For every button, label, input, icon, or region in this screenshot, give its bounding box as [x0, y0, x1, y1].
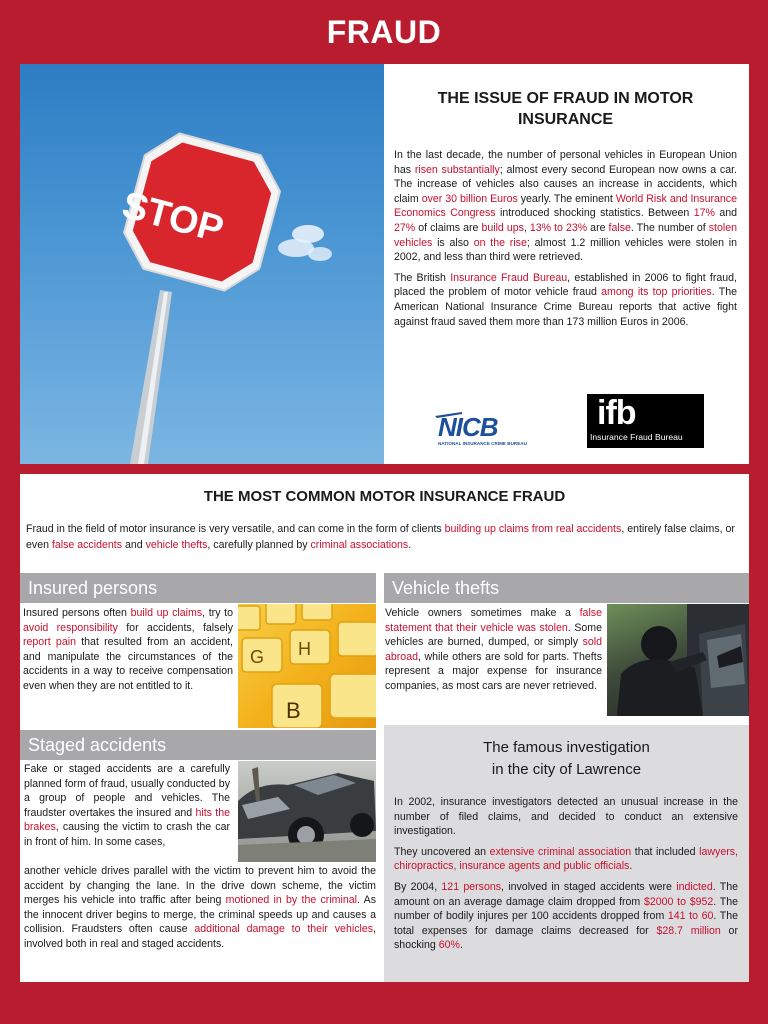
page-title: FRAUD	[326, 14, 442, 50]
issue-heading: THE ISSUE OF FRAUD IN MOTOR INSURANCE	[437, 90, 694, 128]
highlight-text: $28.7 million	[656, 924, 721, 937]
highlight-text: risen substantially	[414, 163, 500, 176]
highlight-text: 60%	[438, 939, 460, 952]
staged-accidents-text-top: Fake or staged accidents are a carefully planned form of fraud, usually conducted by a group of people and vehicles. The fraudster overtakes the insured and hits the brakes, causing the victim to crash the car in front of him. In some cases,	[24, 763, 230, 848]
investigation-heading-line-2: in the city of Lawrence	[491, 761, 642, 778]
vehicle-thefts-heading: Vehicle thefts	[384, 573, 749, 603]
insured-persons-heading: Insured persons	[20, 573, 376, 603]
highlight-text: over 30 billion Euros	[421, 192, 518, 205]
highlight-text: vehicle thefts	[145, 539, 208, 551]
highlight-text: stolen vehicles	[394, 221, 738, 249]
ifb-mark: ifb	[597, 394, 636, 432]
stop-sign-text: STOP	[117, 184, 228, 252]
highlight-text: extensive criminal association	[489, 845, 632, 858]
highlight-text: lawyers, chiropractics, insurance agents and public officials	[394, 845, 738, 873]
highlight-text: criminal associations	[310, 539, 409, 551]
logos-row	[384, 394, 749, 454]
highlight-text: avoid responsibility	[23, 621, 118, 634]
highlight-text: false statement that their vehicle was stolen	[385, 607, 602, 634]
highlight-text: on the rise	[473, 236, 527, 249]
highlight-text: building up claims from real accidents	[444, 523, 622, 535]
highlight-text: 27%	[394, 221, 416, 234]
investigation-heading	[384, 737, 749, 781]
investigation-paragraph-3: By 2004, 121 persons, involved in staged accidents were indicted. The amount on an average damage claim dropped from $2000 to $952. The number of bodily injures per 100 accidents dropped from 141 to 60. The total expenses for damage claims decreased for $28.7 million or shocking 60%.	[394, 880, 739, 952]
keyboard-photo	[238, 604, 376, 728]
investigation-heading-line-1: The famous investigation	[483, 739, 650, 756]
highlight-text: among its top priorities	[601, 286, 712, 299]
staged-accidents-heading: Staged accidents	[20, 730, 376, 760]
investigation-paragraph-2: They uncovered an extensive criminal association that included lawyers, chiropractics, insurance agents and public officials.	[394, 845, 738, 873]
highlight-text: false	[608, 221, 631, 234]
issue-panel	[384, 64, 749, 464]
highlight-text: 121 persons	[441, 880, 502, 893]
highlight-text: build ups	[481, 221, 524, 234]
highlight-text: sold abroad	[385, 636, 602, 663]
staged-accidents-text-bottom: another vehicle drives parallel with the victim to prevent him to avoid the accident by changing the lane. In the drive down scheme, the victim merges his vehicle into traffic after being motioned in by the criminal. As the innocent driver begins to merge, the criminal speeds up and causes a collision. Fraudsters often cause additional damage to their vehicles, involved both in real and staged accidents.	[24, 865, 376, 950]
nicb-logo	[432, 408, 550, 448]
ifb-subtitle: Insurance Fraud Bureau	[590, 432, 683, 442]
key-h: H	[298, 639, 311, 659]
highlight-text: build up claims	[130, 607, 203, 619]
highlight-text: World Risk and Insurance Economics Congress	[394, 192, 737, 220]
common-fraud-intro: Fraud in the field of motor insurance is very versatile, and can come in the form of clients building up claims from real accidents, entirely false claims, or even false accidents and vehicle thefts, carefully planned by criminal associations.	[26, 523, 735, 551]
crashed-car-photo	[238, 761, 376, 862]
highlight-text: 141 to 60	[667, 910, 714, 923]
highlight-text: indicted	[676, 880, 713, 893]
nicb-subtitle: NATIONAL INSURANCE CRIME BUREAU	[438, 441, 527, 446]
highlight-text: $2000 to $952	[643, 895, 714, 908]
key-g: G	[250, 647, 265, 667]
ifb-logo	[587, 394, 704, 448]
vehicle-thefts-text: Vehicle owners sometimes make a false statement that their vehicle was stolen. Some vehicles are burned, dumped, or simply sold abroad, while others are sold for parts. Thefts represent a major expense for insurance companies, as most cars are never retrieved.	[385, 607, 602, 692]
issue-paragraph-2: The British Insurance Fraud Bureau, established in 2006 to fight fraud, placed the problem of motor vehicle fraud among its top priorities. The American National Insurance Crime Bureau reports that active fight against fraud saved them more than 173 million Euros in 2006.	[394, 271, 737, 328]
highlight-text: Insurance Fraud Bureau	[450, 271, 568, 284]
highlight-text: 17%	[693, 207, 715, 220]
highlight-text: 13% to 23%	[529, 221, 588, 234]
insured-persons-text: Insured persons often build up claims, try to avoid responsibility for accidents, falsely report pain that resulted from an accident, and manipulate the circumstances of the accidents in a way to receive compensation even when they are not entitled to it.	[23, 607, 234, 692]
highlight-text: report pain	[23, 636, 76, 648]
highlight-text: additional damage to their vehicles	[194, 923, 374, 935]
lawrence-investigation-box	[384, 725, 749, 982]
stop-sign-photo	[20, 64, 384, 464]
car-thief-photo	[607, 604, 749, 716]
issue-paragraph-1: In the last decade, the number of personal vehicles in European Union has risen substantially; almost every second European now owns a car. The increase of vehicles also causes an increase in accidents, which claim over 30 billion Euros yearly. The eminent World Risk and Insurance Economics Congress introduced shocking statistics. Between 17% and 27% of claims are build ups, 13% to 23% are false. The number of stolen vehicles is also on the rise; almost 1.2 million vehicles were stolen in 2002, and less than third were retrieved.	[394, 149, 738, 264]
highlight-text: motioned in by the criminal	[225, 894, 357, 906]
common-fraud-panel	[20, 474, 749, 982]
investigation-paragraph-1: In 2002, insurance investigators detected an unusual increase in the number of filed claims, and decided to conduct an extensive investigation.	[394, 796, 738, 838]
highlight-text: hits the brakes	[24, 806, 230, 833]
common-fraud-heading: THE MOST COMMON MOTOR INSURANCE FRAUD	[203, 488, 566, 505]
key-b: B	[286, 698, 301, 723]
nicb-mark: NICB	[438, 412, 498, 442]
highlight-text: false accidents	[51, 539, 122, 551]
